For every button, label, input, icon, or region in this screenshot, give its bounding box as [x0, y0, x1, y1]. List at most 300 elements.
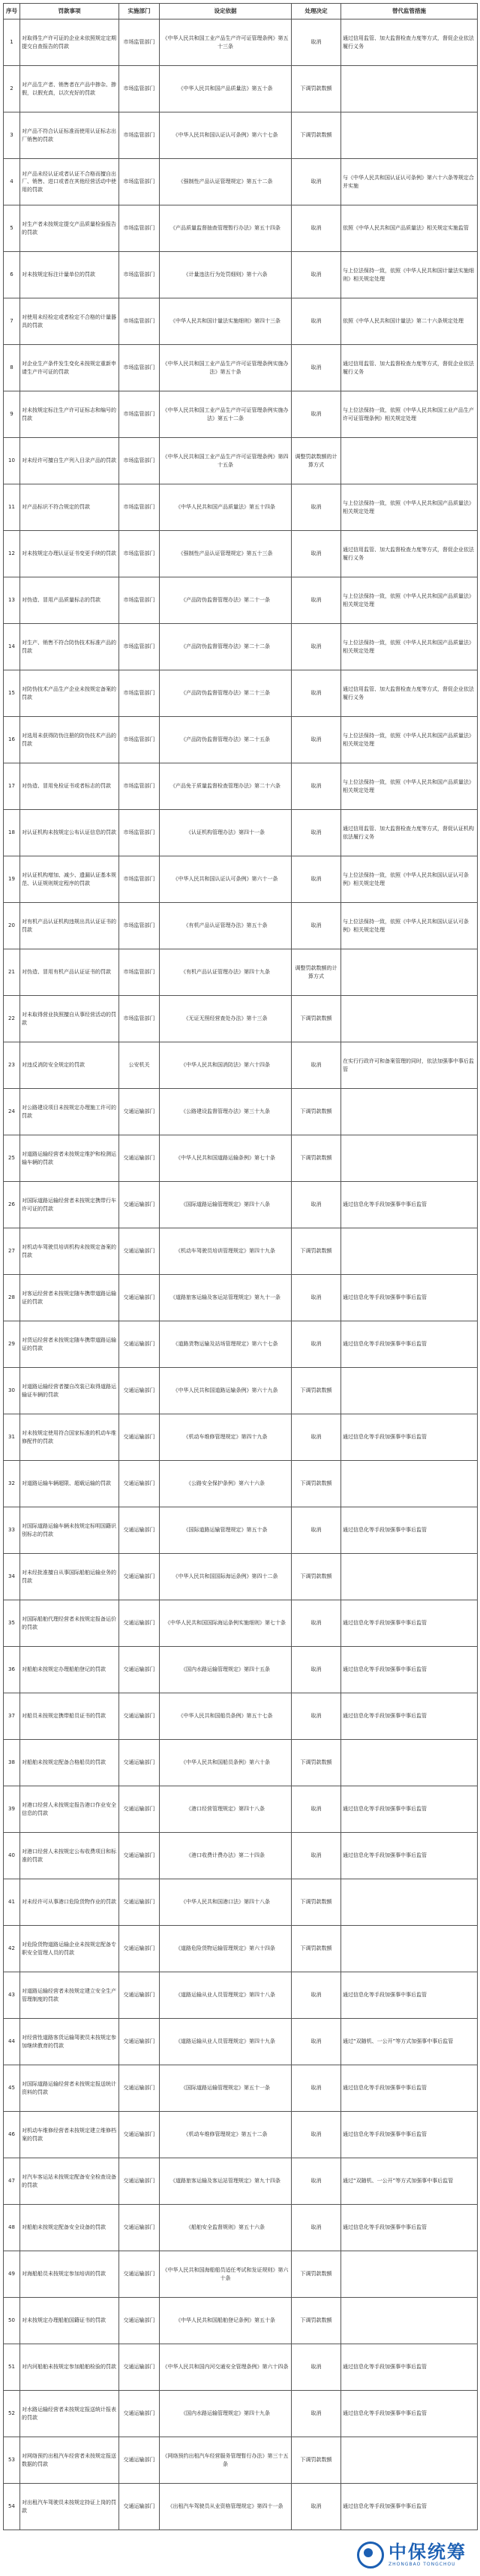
row-fine-item: 对道路运输经营者未按规定建立安全生产管理制度的罚款: [20, 1972, 119, 2019]
row-alternative-measures: 通过信息化等手段加强事中事后监管: [341, 2391, 478, 2437]
row-department: 交通运输部门: [119, 1693, 160, 1740]
table-row: [4, 112, 478, 159]
row-basis: 《出租汽车驾驶员从业资格管理规定》第四十一条: [160, 2484, 292, 2530]
row-basis: 《中华人民共和国认证认可条例》第六十一条: [160, 856, 292, 903]
table-row: [4, 1089, 478, 1135]
row-number: 30: [4, 1368, 20, 1414]
row-department: 交通运输部门: [119, 2205, 160, 2251]
row-decision: 下调罚款数额: [292, 1089, 341, 1135]
row-fine-item: 对船舶未按规定配备安全设备的罚款: [20, 2205, 119, 2251]
row-fine-item: 对企业生产条件发生变化未按规定重新申请生产许可证的罚款: [20, 345, 119, 391]
row-fine-item: 对未经批准擅自从事国际船舶运输业务的罚款: [20, 1554, 119, 1600]
row-decision: 取消: [292, 1647, 341, 1693]
row-department: 交通运输部门: [119, 2112, 160, 2158]
row-fine-item: 对道路运输经营者未按规定维护和检测运输车辆的罚款: [20, 1135, 119, 1182]
row-department: 市场监管部门: [119, 670, 160, 717]
header-department: 实施部门: [119, 4, 160, 19]
table-row: [4, 1135, 478, 1182]
row-number: 47: [4, 2158, 20, 2205]
row-number: 49: [4, 2251, 20, 2298]
row-number: 24: [4, 1089, 20, 1135]
row-fine-item: 对港口经营人未按规定公布收费项目和标准的罚款: [20, 1833, 119, 1879]
table-row: [4, 531, 478, 577]
row-fine-item: 对未按规定办理认证证书变更手续的罚款: [20, 531, 119, 577]
row-department: 交通运输部门: [119, 2065, 160, 2112]
row-decision: 取消: [292, 624, 341, 670]
row-decision: 下调罚款数额: [292, 112, 341, 159]
table-row: [4, 1647, 478, 1693]
row-fine-item: 对伪造、冒用有机产品认证证书的罚款: [20, 949, 119, 996]
row-number: 19: [4, 856, 20, 903]
row-decision: 下调罚款数额: [292, 1926, 341, 1972]
row-basis: 《中华人民共和国产品质量法》第五十四条: [160, 484, 292, 531]
row-number: 8: [4, 345, 20, 391]
row-number: 1: [4, 19, 20, 66]
row-alternative-measures: [341, 1554, 478, 1600]
row-decision: 取消: [292, 345, 341, 391]
row-number: 36: [4, 1647, 20, 1693]
table-row: [4, 1833, 478, 1879]
row-basis: 《中华人民共和国海船船员适任考试和发证规则》第六十条: [160, 2251, 292, 2298]
row-department: 交通运输部门: [119, 1368, 160, 1414]
row-department: 交通运输部门: [119, 1600, 160, 1647]
row-fine-item: 对道路运输车辆超限、超载运输的罚款: [20, 1461, 119, 1507]
row-department: 市场监管部门: [119, 159, 160, 205]
table-row: [4, 1507, 478, 1554]
row-department: 公安机关: [119, 1042, 160, 1089]
row-alternative-measures: 依照《中华人民共和国产品质量法》相关规定实施监管: [341, 205, 478, 252]
row-decision: 下调罚款数额: [292, 2298, 341, 2344]
row-fine-item: 对产品不符合认证标准而使用认证标志出厂销售的罚款: [20, 112, 119, 159]
row-department: 交通运输部门: [119, 1740, 160, 1786]
row-decision: 取消: [292, 810, 341, 856]
row-department: 交通运输部门: [119, 2437, 160, 2484]
row-decision: 取消: [292, 670, 341, 717]
row-basis: 《中华人民共和国道路运输条例》第七十条: [160, 1135, 292, 1182]
row-number: 45: [4, 2065, 20, 2112]
row-decision: 取消: [292, 205, 341, 252]
row-decision: 取消: [292, 2019, 341, 2065]
row-alternative-measures: 通过信用监管、加大监督检查力度等方式，督促认证机构依法履行义务: [341, 810, 478, 856]
row-basis: 《中华人民共和国国际海运条例》第四十二条: [160, 1554, 292, 1600]
row-number: 9: [4, 391, 20, 438]
row-number: 29: [4, 1321, 20, 1368]
row-number: 33: [4, 1507, 20, 1554]
row-department: 交通运输部门: [119, 2158, 160, 2205]
row-alternative-measures: 通过“双随机、一公开”等方式加强事中事后监管: [341, 2019, 478, 2065]
row-decision: 下调罚款数额: [292, 1461, 341, 1507]
row-basis: 《中华人民共和国认证认可条例》第六十七条: [160, 112, 292, 159]
table-row: [4, 298, 478, 345]
row-decision: 调整罚款数额的计算方式: [292, 949, 341, 996]
row-number: 44: [4, 2019, 20, 2065]
row-department: 市场监管部门: [119, 577, 160, 624]
table-row: [4, 2484, 478, 2530]
row-number: 32: [4, 1461, 20, 1507]
watermark-subtitle: ZHONGBAO TONGCHOU: [388, 2562, 456, 2567]
row-fine-item: 对认证机构增加、减少、遗漏认证基本规范、认证规则规定程序的罚款: [20, 856, 119, 903]
row-decision: 取消: [292, 1833, 341, 1879]
row-basis: 《船舶安全监督规则》第五十六条: [160, 2205, 292, 2251]
row-decision: 取消: [292, 1507, 341, 1554]
table-row: [4, 2112, 478, 2158]
row-basis: 《产品防伪监督管理办法》第二十三条: [160, 670, 292, 717]
row-decision: 取消: [292, 391, 341, 438]
row-decision: 取消: [292, 159, 341, 205]
row-department: 交通运输部门: [119, 1926, 160, 1972]
row-department: 市场监管部门: [119, 903, 160, 949]
row-basis: 《机动车驾驶员培训管理规定》第四十九条: [160, 1228, 292, 1275]
row-alternative-measures: 通过信息化等手段加强事中事后监管: [341, 1972, 478, 2019]
row-fine-item: 对船舶未按规定办理船舶登记的罚款: [20, 1647, 119, 1693]
row-number: 46: [4, 2112, 20, 2158]
zhongbao-logo-icon: [357, 2542, 384, 2569]
row-fine-item: 对船舶未按规定配备合格船员的罚款: [20, 1740, 119, 1786]
row-department: 市场监管部门: [119, 112, 160, 159]
row-number: 18: [4, 810, 20, 856]
row-number: 43: [4, 1972, 20, 2019]
table-row: [4, 1879, 478, 1926]
row-number: 21: [4, 949, 20, 996]
row-fine-item: 对取得生产许可证的企业未依照规定定期提交自查报告的罚款: [20, 19, 119, 66]
row-alternative-measures: 通过信息化等手段加强事中事后监管: [341, 1833, 478, 1879]
row-alternative-measures: 通过信息化等手段加强事中事后监管: [341, 1321, 478, 1368]
row-department: 市场监管部门: [119, 856, 160, 903]
row-basis: 《道路旅客运输及客运站管理规定》第九十四条: [160, 2158, 292, 2205]
row-basis: 《港口经营管理规定》第四十八条: [160, 1786, 292, 1833]
row-basis: 《产品防伪监督管理办法》第二十一条: [160, 577, 292, 624]
row-basis: 《中华人民共和国工业产品生产许可证管理条例》第四十五条: [160, 438, 292, 484]
row-fine-item: 对经营性道路客货运输驾驶员未按规定参加继续教育的罚款: [20, 2019, 119, 2065]
row-basis: 《中华人民共和国工业产品生产许可证管理条例实施办法》第五十二条: [160, 391, 292, 438]
row-decision: 下调罚款数额: [292, 1554, 341, 1600]
row-basis: 《中华人民共和国船员条例》第五十七条: [160, 1693, 292, 1740]
row-fine-item: 对伪造、冒用免检证书或者标志的罚款: [20, 763, 119, 810]
row-alternative-measures: 与上位法保持一致，依照《中华人民共和国产品质量法》相关规定处理: [341, 624, 478, 670]
row-basis: 《产品免于质量监督检查管理办法》第二十六条: [160, 763, 292, 810]
row-number: 39: [4, 1786, 20, 1833]
table-row: [4, 2251, 478, 2298]
row-decision: 取消: [292, 19, 341, 66]
row-number: 20: [4, 903, 20, 949]
row-decision: 取消: [292, 1414, 341, 1461]
table-row: [4, 996, 478, 1042]
row-decision: 取消: [292, 1600, 341, 1647]
table-row: [4, 763, 478, 810]
row-decision: 取消: [292, 2205, 341, 2251]
row-decision: 取消: [292, 1972, 341, 2019]
row-department: 交通运输部门: [119, 1833, 160, 1879]
row-department: 市场监管部门: [119, 66, 160, 112]
row-fine-item: 对防伪技术产品生产企业未按规定备案的罚款: [20, 670, 119, 717]
row-basis: 《无证无照经营查处办法》第十三条: [160, 996, 292, 1042]
row-number: 50: [4, 2298, 20, 2344]
row-fine-item: 对国际道路运输经营者未按规定报送统计资料的罚款: [20, 2065, 119, 2112]
table-row: [4, 1926, 478, 1972]
row-department: 市场监管部门: [119, 205, 160, 252]
row-department: 交通运输部门: [119, 2484, 160, 2530]
row-fine-item: 对国际船舶代理经营者未按规定报备运价的罚款: [20, 1600, 119, 1647]
row-department: 交通运输部门: [119, 2251, 160, 2298]
header-decision: 处理决定: [292, 4, 341, 19]
row-decision: 取消: [292, 1275, 341, 1321]
row-fine-item: 对伪造、冒用产品质量标志的罚款: [20, 577, 119, 624]
row-department: 交通运输部门: [119, 2344, 160, 2391]
row-alternative-measures: [341, 2251, 478, 2298]
row-alternative-measures: [341, 949, 478, 996]
row-decision: 取消: [292, 298, 341, 345]
row-decision: 下调罚款数额: [292, 2437, 341, 2484]
row-basis: 《国际道路运输管理规定》第四十八条: [160, 1182, 292, 1228]
row-basis: 《道路旅客运输及客运站管理规定》第九十一条: [160, 1275, 292, 1321]
row-basis: 《计量违法行为处罚细则》第十六条: [160, 252, 292, 298]
row-basis: 《中华人民共和国道路运输条例》第六十九条: [160, 1368, 292, 1414]
row-department: 交通运输部门: [119, 2019, 160, 2065]
row-department: 市场监管部门: [119, 345, 160, 391]
table-row: [4, 1461, 478, 1507]
table-body: [4, 19, 478, 2530]
table-row: [4, 903, 478, 949]
row-number: 17: [4, 763, 20, 810]
row-decision: 下调罚款数额: [292, 2251, 341, 2298]
row-basis: 《国际道路运输管理规定》第五十一条: [160, 2065, 292, 2112]
row-decision: 下调罚款数额: [292, 66, 341, 112]
row-fine-item: 对产品未经认证或者认证不合格而擅自出厂、销售、进口或者在其他经营活动中使用的罚款: [20, 159, 119, 205]
row-basis: 《中华人民共和国内河交通安全管理条例》第六十四条: [160, 2344, 292, 2391]
row-alternative-measures: 依照《中华人民共和国计量法》第二十六条规定处理: [341, 298, 478, 345]
row-department: 市场监管部门: [119, 996, 160, 1042]
row-decision: 取消: [292, 1321, 341, 1368]
row-decision: 取消: [292, 252, 341, 298]
row-alternative-measures: 通过信息化等手段加强事中事后监管: [341, 1507, 478, 1554]
row-decision: 下调罚款数额: [292, 1879, 341, 1926]
row-decision: 取消: [292, 2484, 341, 2530]
row-fine-item: 对货运经营者未按规定随车携带道路运输证的罚款: [20, 1321, 119, 1368]
row-decision: 取消: [292, 531, 341, 577]
row-department: 市场监管部门: [119, 19, 160, 66]
row-fine-item: 对公路建设项目未按规定办理施工许可的罚款: [20, 1089, 119, 1135]
row-decision: 取消: [292, 1786, 341, 1833]
row-fine-item: 对客运经营者未按规定随车携带道路运输证的罚款: [20, 1275, 119, 1321]
header-alternative-measures: 替代监管措施: [341, 4, 478, 19]
row-department: 交通运输部门: [119, 1972, 160, 2019]
row-basis: 《机动车维修管理规定》第五十二条: [160, 2112, 292, 2158]
row-number: 48: [4, 2205, 20, 2251]
row-decision: 下调罚款数额: [292, 1368, 341, 1414]
row-decision: 下调罚款数额: [292, 1135, 341, 1182]
row-department: 市场监管部门: [119, 438, 160, 484]
row-fine-item: 对认证机构未按规定公布认证信息的罚款: [20, 810, 119, 856]
row-alternative-measures: 通过信息化等手段加强事中事后监管: [341, 1786, 478, 1833]
row-basis: 《公路安全保护条例》第六十六条: [160, 1461, 292, 1507]
row-decision: 取消: [292, 1042, 341, 1089]
row-alternative-measures: 通过信用监管、加大监督检查力度等方式，督促企业依法履行义务: [341, 531, 478, 577]
table-row: [4, 391, 478, 438]
row-fine-item: 对海船船员未按规定参加培训的罚款: [20, 2251, 119, 2298]
row-basis: 《认证机构管理办法》第四十一条: [160, 810, 292, 856]
row-decision: 下调罚款数额: [292, 996, 341, 1042]
row-number: 23: [4, 1042, 20, 1089]
row-alternative-measures: [341, 66, 478, 112]
table-row: [4, 577, 478, 624]
row-department: 交通运输部门: [119, 1414, 160, 1461]
row-decision: 取消: [292, 2158, 341, 2205]
row-fine-item: 对有机产品认证机构违规出具认证证书的罚款: [20, 903, 119, 949]
row-fine-item: 对未经许可擅自生产列入目录产品的罚款: [20, 438, 119, 484]
row-alternative-measures: [341, 2298, 478, 2344]
row-fine-item: 对未按规定使用符合国家标准的机动车维修配件的罚款: [20, 1414, 119, 1461]
row-department: 交通运输部门: [119, 1135, 160, 1182]
row-number: 53: [4, 2437, 20, 2484]
row-basis: 《有机产品认证管理办法》第四十九条: [160, 949, 292, 996]
table-row: [4, 1042, 478, 1089]
row-fine-item: 对水路运输经营者未按规定报送统计报表的罚款: [20, 2391, 119, 2437]
row-fine-item: 对产品生产者、销售者在产品中掺杂、掺假，以假充真，以次充好的罚款: [20, 66, 119, 112]
header-basis: 设定依据: [160, 4, 292, 19]
row-decision: 取消: [292, 2065, 341, 2112]
row-fine-item: 对未按规定标注生产许可证标志和编号的罚款: [20, 391, 119, 438]
row-basis: 《中华人民共和国国际海运条例实施细则》第七十条: [160, 1600, 292, 1647]
row-alternative-measures: 通过信息化等手段加强事中事后监管: [341, 1414, 478, 1461]
row-department: 交通运输部门: [119, 1089, 160, 1135]
row-number: 42: [4, 1926, 20, 1972]
row-alternative-measures: 通过信息化等手段加强事中事后监管: [341, 1693, 478, 1740]
row-fine-item: 对产品标识不符合规定的罚款: [20, 484, 119, 531]
row-department: 交通运输部门: [119, 1786, 160, 1833]
table-row: [4, 1414, 478, 1461]
row-decision: 取消: [292, 484, 341, 531]
row-fine-item: 对选用未获得防伪注册的防伪技术产品的罚款: [20, 717, 119, 763]
row-basis: 《中华人民共和国船员条例》第六十条: [160, 1740, 292, 1786]
row-alternative-measures: 与上位法保持一致，依照《中华人民共和国产品质量法》相关规定处理: [341, 763, 478, 810]
row-department: 市场监管部门: [119, 763, 160, 810]
table-row: [4, 66, 478, 112]
row-department: 交通运输部门: [119, 1647, 160, 1693]
row-department: 交通运输部门: [119, 1321, 160, 1368]
row-alternative-measures: 通过“双随机、一公开”等方式加强事中事后监管: [341, 2158, 478, 2205]
table-row: [4, 1972, 478, 2019]
row-alternative-measures: 通过信息化等手段加强事中事后监管: [341, 2484, 478, 2530]
row-alternative-measures: 通过信息化等手段加强事中事后监管: [341, 2065, 478, 2112]
row-alternative-measures: [341, 1461, 478, 1507]
row-decision: 取消: [292, 717, 341, 763]
table-row: [4, 1182, 478, 1228]
table-row: [4, 19, 478, 66]
table-row: [4, 717, 478, 763]
row-basis: 《中华人民共和国船舶登记条例》第五十条: [160, 2298, 292, 2344]
row-number: 41: [4, 1879, 20, 1926]
row-department: 交通运输部门: [119, 1228, 160, 1275]
row-basis: 《产品质量监督抽查管理暂行办法》第五十四条: [160, 205, 292, 252]
row-basis: 《中华人民共和国计量法实施细则》第四十三条: [160, 298, 292, 345]
row-department: 市场监管部门: [119, 810, 160, 856]
row-alternative-measures: 与上位法保持一致，依照《中华人民共和国产品质量法》相关规定处理: [341, 484, 478, 531]
row-basis: 《道路货物运输及站场管理规定》第六十七条: [160, 1321, 292, 1368]
row-alternative-measures: 通过信息化等手段加强事中事后监管: [341, 2344, 478, 2391]
row-department: 市场监管部门: [119, 298, 160, 345]
row-department: 交通运输部门: [119, 1182, 160, 1228]
row-number: 25: [4, 1135, 20, 1182]
row-department: 市场监管部门: [119, 484, 160, 531]
row-department: 交通运输部门: [119, 2391, 160, 2437]
watermark-title: 中保统筹: [388, 2542, 466, 2563]
row-fine-item: 对生产者未按规定提交产品质量检验报告的罚款: [20, 205, 119, 252]
row-number: 51: [4, 2344, 20, 2391]
row-basis: 《中华人民共和国工业产品生产许可证管理条例》第五十三条: [160, 19, 292, 66]
row-alternative-measures: [341, 438, 478, 484]
table-row: [4, 1693, 478, 1740]
row-number: 7: [4, 298, 20, 345]
row-number: 4: [4, 159, 20, 205]
row-basis: 《国内水路运输管理规定》第四十九条: [160, 2391, 292, 2437]
row-fine-item: 对未按规定标注计量单位的罚款: [20, 252, 119, 298]
row-number: 15: [4, 670, 20, 717]
table-row: [4, 810, 478, 856]
table-row: [4, 205, 478, 252]
row-fine-item: 对未经许可从事港口危险货物作业的罚款: [20, 1879, 119, 1926]
row-fine-item: 对港口经营人未按规定报告港口作业安全信息的罚款: [20, 1786, 119, 1833]
row-number: 40: [4, 1833, 20, 1879]
row-basis: 《网络预约出租汽车经营服务管理暂行办法》第三十五条: [160, 2437, 292, 2484]
row-alternative-measures: 与上位法保持一致，依照《中华人民共和国认证认可条例》相关规定处理: [341, 903, 478, 949]
table-row: [4, 624, 478, 670]
row-department: 交通运输部门: [119, 1461, 160, 1507]
row-alternative-measures: [341, 112, 478, 159]
table-row: [4, 1321, 478, 1368]
row-decision: 调整罚款数额的计算方式: [292, 438, 341, 484]
row-number: 2: [4, 66, 20, 112]
row-alternative-measures: 通过信用监管、加大监督检查力度等方式，督促企业依法履行义务: [341, 345, 478, 391]
row-fine-item: 对机动车驾驶员培训机构未按规定备案的罚款: [20, 1228, 119, 1275]
table-row: [4, 949, 478, 996]
row-fine-item: 对国际道路运输车辆未按规定标明国籍识别标志的罚款: [20, 1507, 119, 1554]
row-alternative-measures: 通过信息化等手段加强事中事后监管: [341, 1275, 478, 1321]
row-basis: 《中华人民共和国消防法》第六十四条: [160, 1042, 292, 1089]
row-number: 12: [4, 531, 20, 577]
fine-items-table: [3, 3, 478, 2530]
row-number: 22: [4, 996, 20, 1042]
row-department: 交通运输部门: [119, 1879, 160, 1926]
table-row: [4, 438, 478, 484]
row-number: 11: [4, 484, 20, 531]
row-basis: 《强制性产品认证管理规定》第五十二条: [160, 159, 292, 205]
row-fine-item: 对违反消防安全规定的罚款: [20, 1042, 119, 1089]
row-decision: 下调罚款数额: [292, 1740, 341, 1786]
row-alternative-measures: 通过信息化等手段加强事中事后监管: [341, 1600, 478, 1647]
row-fine-item: 对危险货物道路运输企业未按规定配备专职安全管理人员的罚款: [20, 1926, 119, 1972]
table-row: [4, 2158, 478, 2205]
table-row: [4, 1554, 478, 1600]
watermark: [351, 2539, 472, 2572]
table-row: [4, 345, 478, 391]
row-decision: 取消: [292, 2344, 341, 2391]
row-fine-item: 对道路运输经营者擅自改装已取得道路运输证车辆的罚款: [20, 1368, 119, 1414]
row-alternative-measures: 在实行行政许可和备案管理的同时，依法加强事中事后监管: [341, 1042, 478, 1089]
row-decision: 取消: [292, 2391, 341, 2437]
table-row: [4, 1368, 478, 1414]
row-basis: 《产品防伪监督管理办法》第二十五条: [160, 717, 292, 763]
row-department: 市场监管部门: [119, 717, 160, 763]
row-basis: 《国际道路运输管理规定》第五十条: [160, 1507, 292, 1554]
row-alternative-measures: 与上位法保持一致，依照《中华人民共和国产品质量法》相关规定处理: [341, 717, 478, 763]
table-row: [4, 2344, 478, 2391]
row-department: 市场监管部门: [119, 531, 160, 577]
row-department: 市场监管部门: [119, 391, 160, 438]
row-basis: 《强制性产品认证管理规定》第五十三条: [160, 531, 292, 577]
row-decision: 取消: [292, 763, 341, 810]
table-row: [4, 2065, 478, 2112]
row-alternative-measures: 通过信息化等手段加强事中事后监管: [341, 1647, 478, 1693]
